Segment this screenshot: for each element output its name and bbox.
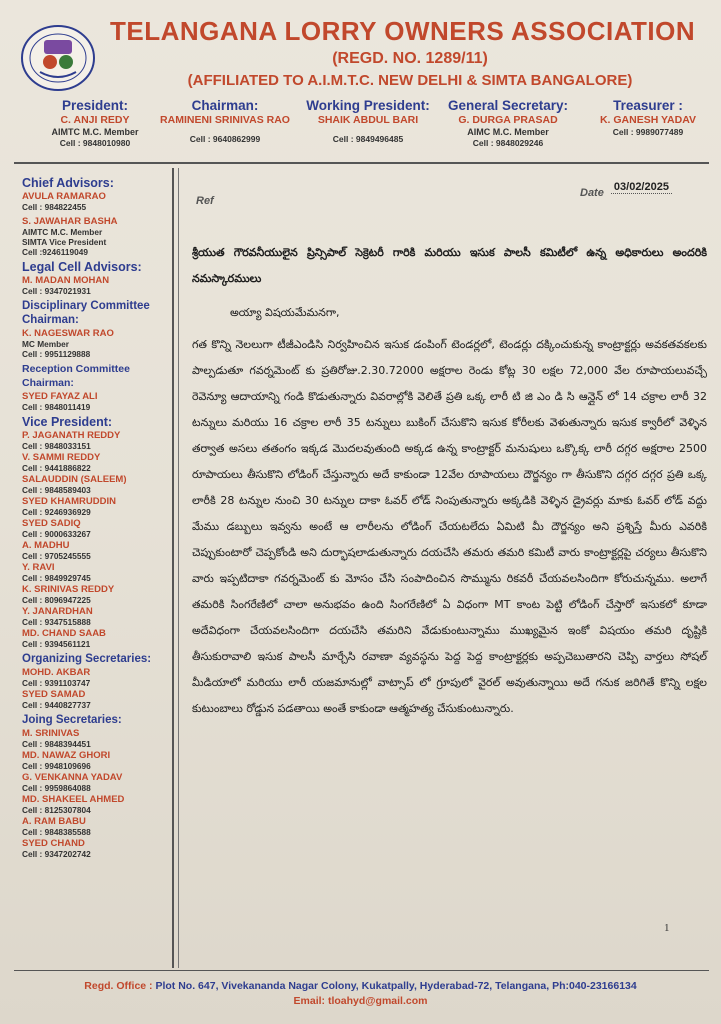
section-heading: Chief Advisors: [22,176,114,190]
officer-name: C. ANJI REDY [60,114,130,126]
date-block [580,181,672,199]
member-cell: Cell : 9848589403 [22,485,91,495]
member-cell: Cell : 9951129888 [22,349,91,359]
member-name: A. RAM BABU [22,816,86,827]
officers-row [40,98,710,158]
vice-president-list [22,430,172,649]
member-sub: AIMTC M.C. Member [22,227,103,237]
officer-working-president [302,98,434,144]
letter-paragraph: గత కొన్ని నెలలుగా టీజీఎండిసి నిర్వహించిన ఇసుక డంపింగ్ టెండర్లలో, టెండర్లు దక్కించుకున్న కాంట్రాక్టర్లు అవకతవకలకు పాల్పడుతూ గవర్నమెంట్ కు ప్రతిరోజు.2.30.72000 అక్షరాల రెండు కోట్ల 30 లక్షల 72,000 వేల రూపాయలువచ్చే రెవెన్యూ ఆదాయాన్ని గండి కొడుతున్నారు వివరాల్లోకి వెలితే ప్రతి ఒక్క లారీ టి జి ఎం డి సి ఆన్లైన్ లో 14 చక్రాల లారీ 32 టన్నులు మరియు 16 చక్రాల లారీ 35 టన్నులు బుకింగ్ చేసుకొని ఇసుక కోరీలకు వెళుతున్నారు ఇసుక క్వారీలో వెళ్ళిన తర్వాత అసలు తతంగం ఇక్కడ మొదలవుతుంది అక్కడ ఉన్న కాంట్రాక్టర్ మనుషులు ఒక్కొక్క లారీ దగ్గర అక్షరాల 2500 రూపాయలు తీసుకొని లోడింగ్ చేస్తున్నారు అదే కాకుండా 12వేల రూపాయలు దౌర్జన్యం గా తీసుకొని దగ్గర దగ్గర ప్రతి ఒక్క లారీకి 28 టన్నుల నుంచి 30 టన్నుల దాకా ఓవర్ లోడ్ నింపుతున్నారు అక్కడికి వెళ్ళిన డ్రైవర్లు మాకు ఓవర్ లోడ్ వద్దు మేము డబ్బులు ఇవ్వను అంటే ఆ లారీలను లోడింగ్ చేయటలేదు ఏమిటి మీ దౌర్జన్యం అని ప్రశ్నిస్తే మీరు ఎవరికి చెప్పుకుంటారో చెప్పకోండి అని దుర్భాషలాడుతున్నారు దయచేసి తమరు తమరి కమిటీ వారు కాంట్రాక్టర్లపై చర్యలు తీసుకొని వారు ఇప్పటిదాకా గవర్నమెంట్ కు మోసం చేసి సంపాదించిన సొమ్మును రికవరీ చేయవలసిందిగా కోరుచున్నము. అలాగే తమరికి సింగరేణిలో చాలా అనుభవం ఉంది సింగరేణిలో ఏ విధంగా MT కాంట పెట్టి లోడింగ్ చేస్తారో ఇసుకలో కూడా అదేవిధంగా చేయవలసిందిగా దయచేసి తమరిని వేడుకుంటున్నాము ముఖ్యమైన ఇంకో విషయం తమరి దృష్టికి తీసుకురావాలి ఇసుక పాలసీ మార్చేసి రవాణా వ్యవస్థను పెద్ద పెద్ద కాంట్రాక్టర్లకు అప్పచెబుతారని చెప్పి వార్తలు సోషల్ మీడియాలో మరియు లారీ యజమానుల్లో వాట్సాప్ లో గ్రూపులో వైరల్ అవుతున్నాయి అదే గనుక జరిగితే కొన్ని లక్షల కుటుంబాలు రోడ్డున పడతాయి అంతే కాకుండా ఆత్మహత్య చేసుకుంటున్నారు. [192,338,707,715]
joint-secretaries-list [22,728,172,859]
member-name: SYED SADIQ [22,518,81,529]
member-name: AVULA RAMARAO [22,191,106,202]
member-cell: Cell : 9959864088 [22,783,91,793]
officer-role: Treasurer : [613,98,683,113]
member-cell: Cell : 9948109696 [22,761,91,771]
member-cell: Cell : 984822455 [22,202,87,212]
date-value: 03/02/2025 [611,181,672,194]
member-cell: Cell : 9246936929 [22,507,91,517]
member-cell: Cell : 9848385588 [22,827,91,837]
member-cell: Cell : 8125307804 [22,805,91,815]
association-emblem-icon [18,22,98,94]
member-cell: Cell : 9848033151 [22,441,91,451]
member-name: Y. JANARDHAN [22,606,93,617]
officer-name: K. GANESH YADAV [599,114,697,126]
member-name: MD. NAWAZ GHORI [22,750,111,761]
member-cell: Cell : 9848011419 [22,402,91,412]
member-cell: Cell : 9391103747 [22,678,91,688]
member-name: S. JAWAHAR BASHA [22,216,118,227]
letter-body [192,240,707,722]
officer-cell: Cell : 9640862999 [189,134,261,144]
member-name: SYED SAMAD [22,689,86,700]
sidebar-divider [172,168,174,968]
section-heading: Reception Committee Chairman: [22,363,130,389]
officer-name: RAMINENI SRINIVAS RAO [160,114,290,126]
ref-label: Ref [196,195,214,207]
member-name: A. MADHU [22,540,70,551]
officer-name: G. DURGA PRASAD [458,114,558,126]
addressee: శ్రీయుత గౌరవనీయులైన ప్రిన్సిపాల్ సెక్రెటరీ గారికి మరియు ఇసుక పాలసీ కమిటీలో ఉన్న అధికారులు అందరికి నమస్కారములు [192,246,707,285]
member-name: SYED KHAMRUDDIN [22,496,116,507]
officer-cell: Cell : 9848010980 [59,138,131,148]
member-name: M. SRINIVAS [22,728,80,739]
date-label: Date [580,187,604,199]
officer-role: President: [61,98,129,113]
member-name: Y. RAVI [22,562,55,573]
member-name: P. JAGANATH REDDY [22,430,121,441]
page-number: 1 [664,922,670,934]
member-name: G. VENKANNA YADAV [22,772,123,783]
member-cell: Cell :9246119049 [22,247,88,257]
member-name: V. SAMMI REDDY [22,452,101,463]
member-cell: Cell : 9347021931 [22,286,91,296]
officer-role: General Secretary: [447,98,569,113]
officer-role: Chairman: [191,98,259,113]
section-heading: Legal Cell Advisors: [22,260,142,274]
footer-email: Email: tloahyd@gmail.com [293,995,428,1007]
officer-chairman [152,98,298,144]
header-divider [14,162,709,164]
officer-sub: AIMTC M.C. Member [51,127,139,137]
member-cell: Cell : 8096947225 [22,595,91,605]
member-cell: Cell : 9000633267 [22,529,91,539]
member-cell: Cell : 9347515888 [22,617,91,627]
member-name: SALAUDDIN (SALEEM) [22,474,127,485]
member-cell: Cell : 9347202742 [22,849,91,859]
member-name: K. NAGESWAR RAO [22,328,114,339]
sidebar-committee-list [22,174,172,859]
officer-role: Working President: [306,98,430,113]
officer-sub: AIMC M.C. Member [467,127,549,137]
officer-cell: Cell : 9849496485 [332,134,404,144]
affiliation-line: (AFFILIATED TO A.I.M.T.C. NEW DELHI & SIMTA BANGALORE) [187,72,633,89]
officer-president [40,98,150,148]
member-sub: MC Member [22,339,70,349]
organizing-secretaries-list [22,667,172,710]
registration-number: (REGD. NO. 1289/11) [332,50,488,67]
member-cell: Cell : 9394561121 [22,639,91,649]
member-name: MD. SHAKEEL AHMED [22,794,125,805]
sidebar-divider-inner [178,168,179,968]
office-address: Plot No. 647, Vivekananda Nagar Colony, Kukatpally, Hyderabad-72, Telangana, Ph:040-23166134 [155,980,637,992]
member-sub: SIMTA Vice President [22,237,107,247]
office-label: Regd. Office : [84,980,153,992]
officer-name: SHAIK ABDUL BARI [317,114,419,126]
member-name: MOHD. AKBAR [22,667,91,678]
footer-address [0,980,721,992]
member-cell: Cell : 9848394451 [22,739,91,749]
section-heading: Vice President: [22,415,113,429]
member-name: M. MADAN MOHAN [22,275,110,286]
officer-cell: Cell : 9848029246 [472,138,544,148]
organization-title: TELANGANA LORRY OWNERS ASSOCIATION [110,16,696,46]
section-heading: Organizing Secretaries: [22,653,152,665]
member-cell: Cell : 9441886822 [22,463,91,473]
member-cell: Cell : 9849929745 [22,573,91,583]
section-heading: Joing Secretaries: [22,714,122,726]
officer-treasurer [588,98,708,137]
member-name: SYED FAYAZ ALI [22,391,98,402]
officer-general-secretary [438,98,578,148]
section-heading: Disciplinary Committee Chairman: [22,300,150,326]
member-cell: Cell : 9440827737 [22,700,91,710]
salutation: అయ్యా విషయమేమనగా, [230,306,340,319]
footer-divider [14,970,709,971]
member-name: MD. CHAND SAAB [22,628,106,639]
member-name: K. SRINIVAS REDDY [22,584,115,595]
officer-cell: Cell : 9989077489 [612,127,684,137]
member-cell: Cell : 9705245555 [22,551,91,561]
member-name: SYED CHAND [22,838,85,849]
